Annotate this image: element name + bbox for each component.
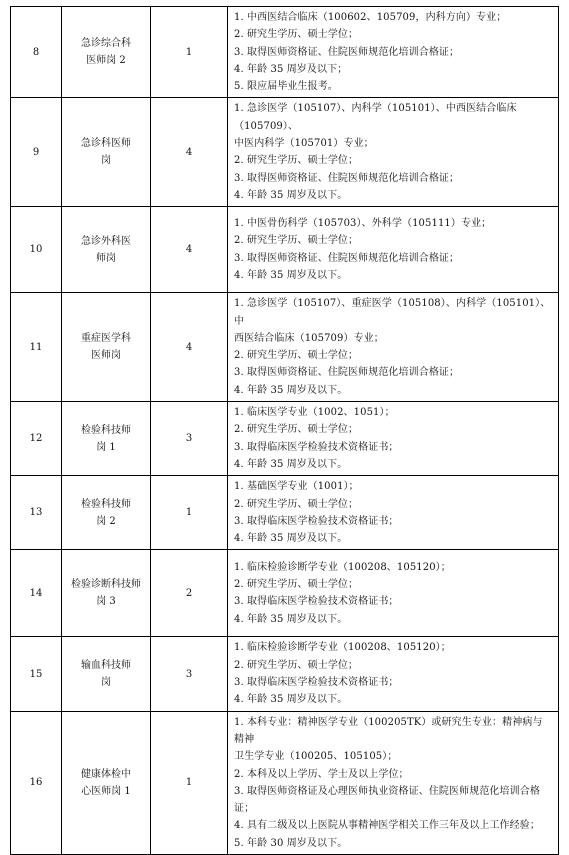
requirement-line: 2. 研究生学历、硕士学位； <box>234 155 359 167</box>
post-name <box>62 7 151 98</box>
requirement-line: 2. 研究生学历、硕士学位； <box>234 424 359 436</box>
table-row <box>11 550 559 637</box>
row-number: 14 <box>11 550 62 637</box>
requirement-line: 1. 基础医学专业（1001）； <box>234 481 359 493</box>
requirement-line: 3. 取得医师资格证、住院医师规范化培训合格证； <box>234 252 460 264</box>
requirement-line: 2. 研究生学历、硕士学位； <box>234 659 359 671</box>
requirements <box>228 293 559 402</box>
hiring-count: 3 <box>151 637 228 711</box>
hiring-count: 1 <box>151 711 228 854</box>
requirements <box>228 476 559 550</box>
post-name-line: 检验科技师 <box>81 498 131 510</box>
table-row <box>11 98 559 207</box>
requirement-line: 4. 年龄 35 周岁及以下； <box>234 63 348 75</box>
requirement-line: 2. 研究生学历、硕士学位； <box>234 579 359 591</box>
post-name <box>62 550 151 637</box>
post-name <box>62 98 151 207</box>
post-name <box>62 476 151 550</box>
requirement-line: 西医结合临床（105709）专业； <box>234 332 384 344</box>
post-name-line: 师岗 <box>96 252 116 264</box>
post-name-line: 健康体检中 <box>81 768 131 780</box>
requirement-line: 3. 取得医师资格证、住院医师规范化培训合格证； <box>234 172 460 184</box>
post-name-line: 心医师岗 1 <box>81 785 131 797</box>
hiring-count: 3 <box>151 402 228 476</box>
requirement-line: 4. 年龄 35 周岁及以下。 <box>234 270 348 282</box>
hiring-count: 4 <box>151 98 228 207</box>
table-row <box>11 402 559 476</box>
requirement-line: 1. 中西医结合临床（100602、105709，内科方向）专业； <box>234 12 507 23</box>
table-row <box>11 207 559 293</box>
post-name-line: 急诊科医师 <box>81 138 131 150</box>
post-name-line: 急诊综合科 <box>81 38 131 50</box>
post-name-line: 医师岗 <box>91 350 121 362</box>
hiring-count: 4 <box>151 293 228 402</box>
hiring-count: 4 <box>151 207 228 293</box>
row-number: 11 <box>11 293 62 402</box>
requirement-line: 卫生学专业（100205、105105）； <box>234 751 398 763</box>
requirement-line: 4. 年龄 35 周岁及以下。 <box>234 189 348 201</box>
requirement-line: 1. 临床医学专业（1002、1051）； <box>234 407 395 419</box>
requirement-line: 4. 年龄 35 周岁及以下。 <box>234 613 348 625</box>
requirement-line: 1. 本科专业：精神医学专业（100205TK）或研究生专业：精神病与精神 <box>234 716 543 745</box>
row-number: 10 <box>11 207 62 293</box>
requirements <box>228 637 559 711</box>
requirement-line: 4. 年龄 35 周岁及以下。 <box>234 533 348 545</box>
requirements <box>228 98 559 207</box>
requirement-line: 4. 年龄 35 周岁及以下。 <box>234 384 348 396</box>
requirement-line: 3. 取得临床医学检验技术资格证书； <box>234 596 399 608</box>
post-name-line: 医师岗 2 <box>86 55 126 67</box>
requirement-line: 2. 研究生学历、硕士学位； <box>234 350 359 362</box>
table-row <box>11 7 559 98</box>
requirement-line: 2. 研究生学历、硕士学位； <box>234 235 359 247</box>
table-row <box>11 293 559 402</box>
table-row <box>11 476 559 550</box>
requirement-line: 1. 临床检验诊断学专业（100208、105120）； <box>234 561 451 573</box>
requirement-line: 4. 年龄 35 周岁及以下。 <box>234 694 348 706</box>
hiring-count: 2 <box>151 550 228 637</box>
table-body <box>11 7 559 855</box>
requirement-line: 2. 研究生学历、硕士学位； <box>234 498 359 510</box>
requirement-line: 1. 临床检验诊断学专业（100208、105120）； <box>234 642 451 654</box>
requirements <box>228 207 559 293</box>
post-name <box>62 402 151 476</box>
post-name <box>62 207 151 293</box>
requirement-line: 1. 急诊医学（105107）、重症医学（105108）、内科学（105101）、中 <box>234 298 551 327</box>
post-name-line: 岗 <box>101 677 111 689</box>
requirement-line: 3. 取得临床医学检验技术资格证书； <box>234 441 399 453</box>
requirements <box>228 711 559 854</box>
row-number: 13 <box>11 476 62 550</box>
row-number: 8 <box>11 7 62 98</box>
requirement-line: 中医内科学（105701）专业； <box>234 138 374 150</box>
post-name-line: 检验诊断科技师 <box>71 579 141 591</box>
row-number: 9 <box>11 98 62 207</box>
requirement-line: 4. 年龄 35 周岁及以下。 <box>234 458 348 470</box>
table-row <box>11 637 559 711</box>
post-name-line: 岗 <box>101 155 111 167</box>
post-name-line: 输血科技师 <box>81 660 131 672</box>
requirement-line: 1. 急诊医学（105107）、内科学（105101）、中西医结合临床（105709）、 <box>234 103 517 132</box>
requirement-line: 3. 取得医师资格证、住院医师规范化培训合格证； <box>234 367 460 379</box>
requirement-line: 5. 年龄 30 周岁及以下。 <box>234 837 348 849</box>
requirements <box>228 7 559 98</box>
requirement-line: 4. 具有二级及以上医院从事精神医学相关工作三年及以上工作经验； <box>234 820 540 832</box>
hiring-count: 1 <box>151 7 228 98</box>
post-name-line: 检验科技师 <box>81 424 131 436</box>
post-name <box>62 293 151 402</box>
post-name-line: 岗 3 <box>96 596 116 608</box>
requirements <box>228 402 559 476</box>
table-row <box>11 711 559 854</box>
row-number: 12 <box>11 402 62 476</box>
row-number: 16 <box>11 711 62 854</box>
requirement-line: 证； <box>234 803 255 815</box>
recruitment-table <box>10 6 559 855</box>
post-name-line: 重症医学科 <box>81 333 131 345</box>
requirement-line: 5. 限应届毕业生报考。 <box>234 81 338 93</box>
requirement-line: 2. 本科及以上学历、学士及以上学位； <box>234 768 409 780</box>
row-number: 15 <box>11 637 62 711</box>
post-name-line: 岗 1 <box>96 441 116 453</box>
requirement-line: 1. 中医骨伤科学（105703）、外科学（105111）专业； <box>234 218 492 230</box>
requirement-line: 2. 研究生学历、硕士学位； <box>234 29 359 41</box>
requirement-line: 3. 取得医师资格证、住院医师规范化培训合格证； <box>234 46 460 58</box>
post-name-line: 岗 2 <box>96 515 116 527</box>
post-name-line: 急诊外科医 <box>81 235 131 247</box>
requirement-line: 3. 取得临床医学检验技术资格证书； <box>234 677 399 689</box>
requirements <box>228 550 559 637</box>
post-name <box>62 637 151 711</box>
post-name <box>62 711 151 854</box>
requirement-line: 3. 取得医师资格证及心理医师执业资格证、住院医师规范化培训合格 <box>234 785 540 797</box>
hiring-count: 1 <box>151 476 228 550</box>
requirement-line: 3. 取得临床医学检验技术资格证书； <box>234 515 399 527</box>
